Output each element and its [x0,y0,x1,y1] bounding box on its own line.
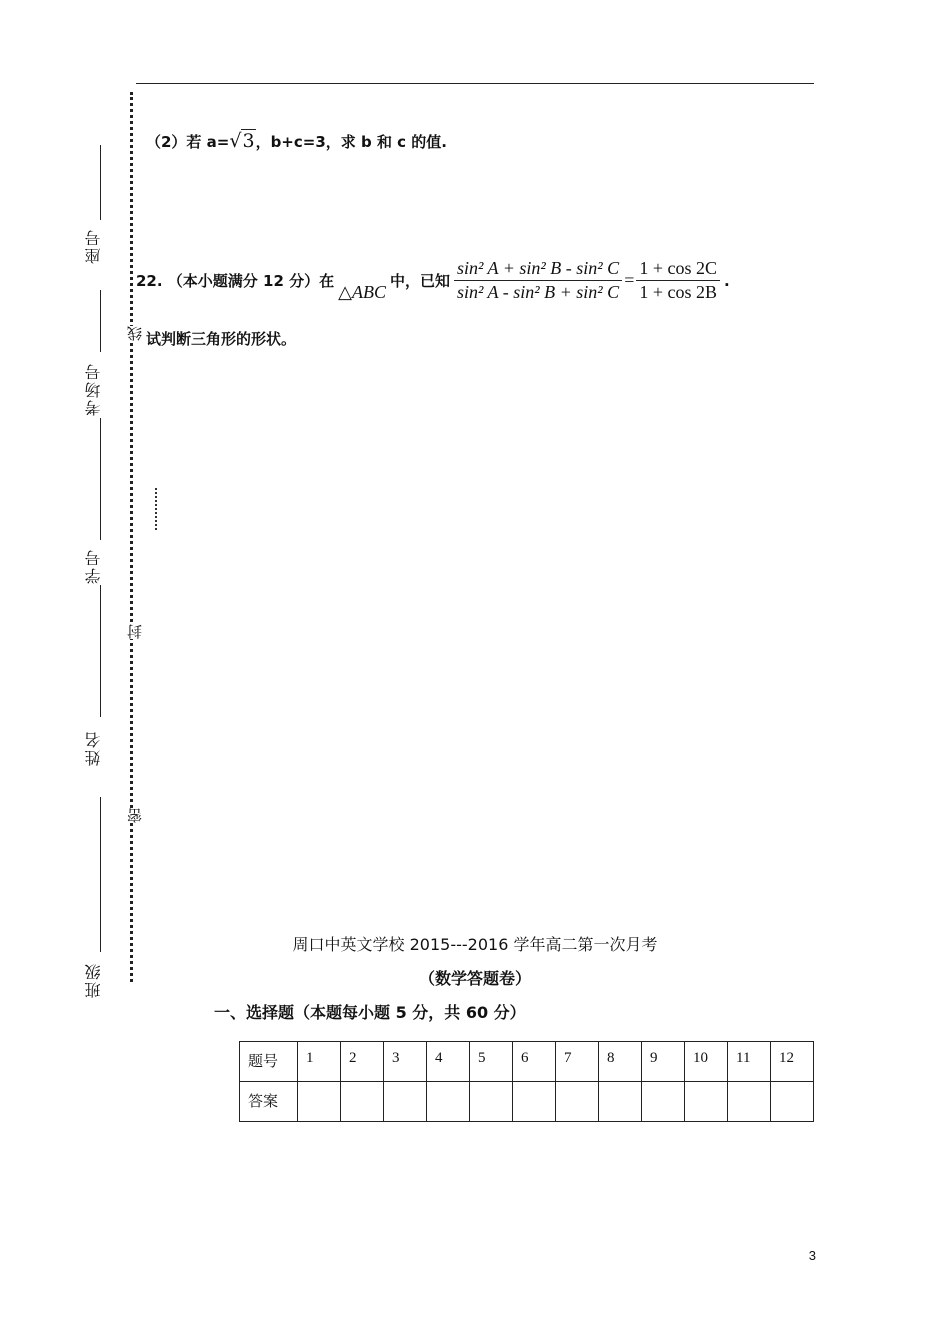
number-cell: 10 [685,1042,728,1082]
number-cell: 4 [427,1042,470,1082]
answer-cell[interactable] [513,1082,556,1122]
q22-rhs-fraction [636,258,720,303]
sqrt-radicand: 3 [242,130,255,152]
page-number: 3 [808,1248,816,1263]
answer-cell[interactable] [642,1082,685,1122]
q22-lhs-denominator: sin² A - sin² B + sin² C [456,282,620,302]
section1-heading: 一、选择题（本题每小题 5 分，共 60 分） [214,1003,526,1022]
number-cell: 3 [384,1042,427,1082]
binding-mark-feng: 封 [126,624,144,639]
exam-room-label: 考场号 [84,362,103,416]
q22-rhs-numerator: 1 + cos 2C [636,258,720,281]
student-id-label: 学号 [84,548,103,584]
q21-part2-prefix: （2）若 a= [146,133,230,151]
number-cell: 5 [470,1042,513,1082]
exam-room-field-line[interactable] [100,290,101,352]
answer-table [239,1041,814,1122]
q22-lead: 22. （本小题满分 12 分）在 [136,272,335,290]
answer-cell[interactable] [599,1082,642,1122]
header-label-cell: 题号 [240,1042,298,1082]
q22-middle: 中，已知 [389,272,450,290]
small-dotted-mark [155,488,157,530]
table-row-numbers [240,1042,814,1082]
table-row-answers [240,1082,814,1122]
class-field-line[interactable] [100,797,101,952]
binding-mark-mi: 密 [126,808,144,823]
q22-statement [136,258,730,303]
binding-dotted-line [130,92,133,982]
q22-lhs-numerator: sin² A + sin² B - sin² C [454,258,622,281]
number-cell: 1 [298,1042,341,1082]
name-label: 姓名 [84,730,103,766]
number-cell: 7 [556,1042,599,1082]
student-id-field-line[interactable] [100,418,101,540]
answer-label-cell: 答案 [240,1082,298,1122]
answer-cell[interactable] [728,1082,771,1122]
q21-part2 [146,130,447,152]
number-cell: 11 [728,1042,771,1082]
answer-sheet-subtitle: （数学答题卷） [418,969,531,988]
number-cell: 8 [599,1042,642,1082]
top-rule [136,83,814,84]
number-cell: 9 [642,1042,685,1082]
q22-task: 试判断三角形的形状。 [146,330,297,348]
q22-lhs-fraction [454,258,622,303]
q22-triangle: △ABC [338,282,386,302]
number-cell: 2 [341,1042,384,1082]
answer-cell[interactable] [771,1082,814,1122]
number-cell: 12 [771,1042,814,1082]
answer-cell[interactable] [384,1082,427,1122]
sqrt-symbol: √3 [229,130,255,152]
answer-cell[interactable] [685,1082,728,1122]
seat-field-line[interactable] [100,145,101,220]
answer-cell[interactable] [341,1082,384,1122]
seat-label: 座号 [84,228,103,264]
q22-equals: = [624,270,635,290]
answer-cell[interactable] [427,1082,470,1122]
q22-end: . [724,271,730,290]
q21-part2-suffix: ，b+c=3，求 b 和 c 的值. [255,133,447,151]
answer-cell[interactable] [556,1082,599,1122]
q22-rhs-denominator: 1 + cos 2B [639,282,717,302]
name-field-line[interactable] [100,585,101,717]
binding-mark-xian: 线 [126,326,144,341]
class-label: 班级 [84,962,103,998]
answer-sheet-title: 周口中英文学校 2015---2016 学年高二第一次月考 [292,935,658,954]
number-cell: 6 [513,1042,556,1082]
answer-cell[interactable] [470,1082,513,1122]
answer-cell[interactable] [298,1082,341,1122]
